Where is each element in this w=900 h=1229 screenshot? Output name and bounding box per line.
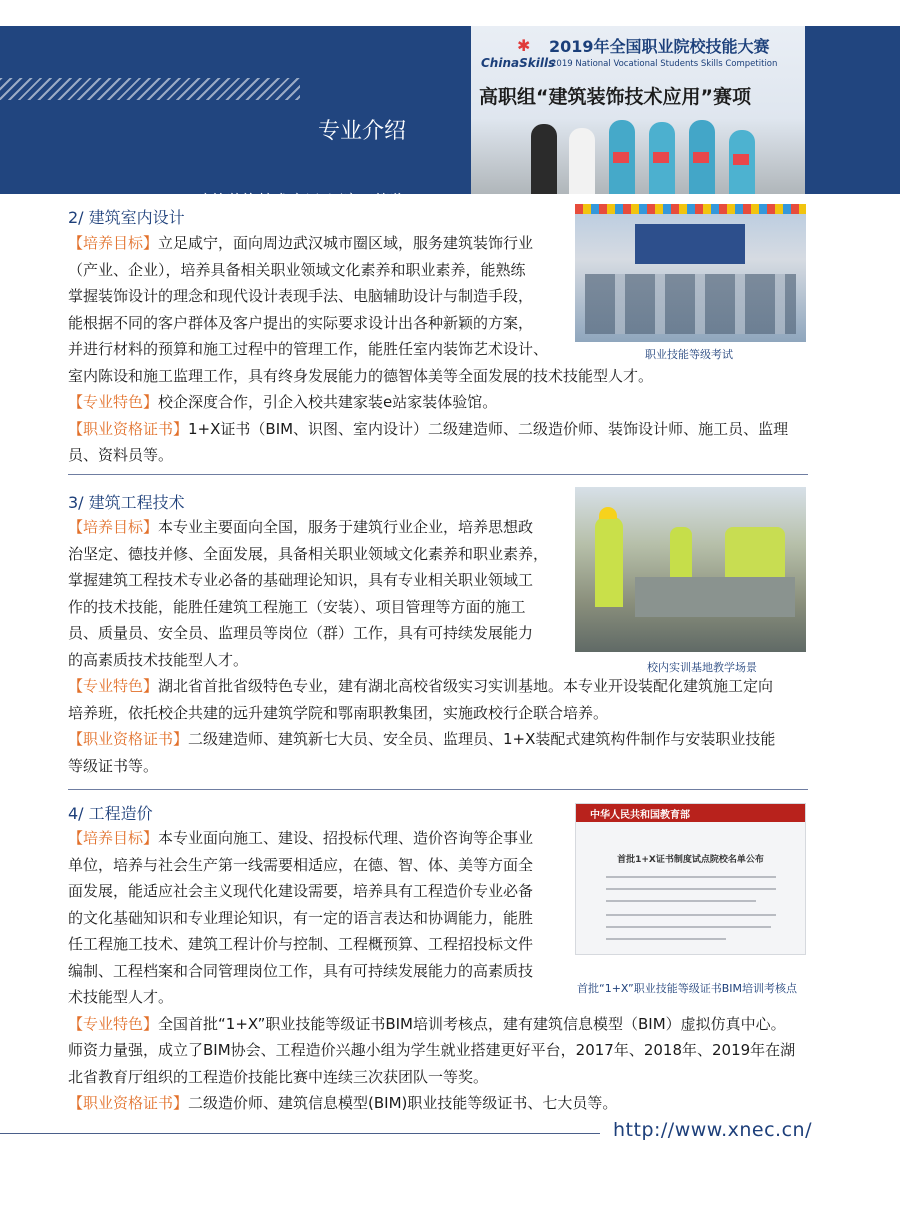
body-line: 作的技术技能，能胜任建筑工程施工（安装）、项目管理等方面的施工: [68, 597, 526, 616]
tag-label: 【培养目标】: [68, 234, 159, 252]
tag-label: 【职业资格证书】: [68, 419, 189, 438]
competition-track: 高职组“建筑装饰技术应用”赛项: [479, 86, 751, 108]
tag-label: 【职业资格证书】: [68, 1094, 189, 1112]
website-link[interactable]: http://www.xnec.cn/: [613, 1119, 812, 1141]
body-line: 员、资料员等。: [68, 446, 174, 464]
body-line: 室内陈设和施工监理工作，具有终身发展能力的德智体美等全面发展的技术技能型人才。: [68, 366, 654, 385]
body-line: 【培养目标】本专业主要面向全国，服务于建筑行业企业，培养思想政: [68, 518, 534, 536]
tag-label: 【专业特色】: [68, 677, 159, 695]
body-line: 等级证书等。: [68, 756, 159, 775]
body-line: 【职业资格证书】二级造价师、建筑信息模型(BIM)职业技能等级证书、七大员等。: [68, 1094, 618, 1112]
body-line: 面发展，能适应社会主义现代化建设需要，培养具有工程造价专业必备: [68, 882, 534, 900]
section-divider: [68, 474, 808, 475]
photo-caption: 校内实训基地教学场景: [647, 661, 757, 674]
section-heading-construction: 3/ 建筑工程技术: [68, 493, 185, 512]
body-line: 治坚定、德技并修、全面发展，具备相关职业领域文化素养和职业素养，: [68, 544, 549, 563]
training-site-photo: [575, 487, 806, 652]
section-heading-cost: 4/ 工程造价: [68, 804, 153, 823]
body-line: 【培养目标】本专业面向施工、建设、招投标代理、造价咨询等企事业: [68, 829, 534, 847]
moe-site-name: 中华人民共和国教育部: [590, 810, 690, 821]
body-line: 【专业特色】全国首批“1+X”职业技能等级证书BIM培训考核点，建有建筑信息模型（BIM）虚拟仿真中心。: [68, 1014, 786, 1033]
moe-header-bar: [576, 804, 805, 822]
page-title: 专业介绍: [318, 119, 407, 144]
tag-label: 【专业特色】: [68, 1014, 159, 1033]
decorative-stripes: [0, 78, 300, 100]
body-line: 的高素质技术技能型人才。: [68, 650, 249, 669]
competition-photo: [471, 26, 805, 194]
body-line: 术技能型人才。: [68, 988, 174, 1006]
body-line: 编制、工程档案和合同管理岗位工作，具有可持续发展能力的高素质技: [68, 961, 534, 980]
body-line: （产业、企业），培养具备相关职业领域文化素养和职业素养，能熟练: [68, 260, 526, 279]
section-heading-interior-design: 2/ 建筑室内设计: [68, 208, 185, 227]
banner-subtitle: “建筑装饰技术应用”国赛三等奖: [188, 192, 406, 210]
body-line: 【职业资格证书】1+X证书（BIM、识图、室内设计）二级建造师、二级造价师、装饰设计师、施工员、监理: [68, 419, 789, 438]
footer-divider: [0, 1133, 600, 1134]
body-line: 员、质量员、安全员、监理员等岗位（群）工作，具有可持续发展能力: [68, 624, 534, 642]
chinaskills-logo: ChinaSkills: [481, 56, 556, 70]
moe-notice-screenshot: [575, 803, 806, 955]
competition-title-en: 2019 National Vocational Students Skills Competition: [551, 59, 778, 69]
body-line: 北省教育厅组织的工程造价技能比赛中连续三次获团队一等奖。: [68, 1067, 489, 1086]
body-line: 【培养目标】立足咸宁，面向周边武汉城市圈区域，服务建筑装饰行业: [68, 234, 534, 252]
body-line: 【专业特色】湖北省首批省级特色专业，建有湖北高校省级实习实训基地。本专业开设装配化建筑施工定向: [68, 677, 774, 695]
body-line: 【职业资格证书】二级建造师、建筑新七大员、安全员、监理员、1+X装配式建筑构件制作与安装职业技能: [68, 730, 776, 748]
exam-room-photo: [575, 204, 806, 342]
tag-label: 【培养目标】: [68, 518, 159, 536]
section-divider: [68, 789, 808, 790]
photo-caption: 首批“1+X”职业技能等级证书BIM培训考核点: [577, 982, 797, 995]
moe-headline: 首批1+X证书制度试点院校名单公布: [617, 855, 764, 865]
body-line: 任工程施工技术、建筑工程计价与控制、工程概预算、工程招投标文件: [68, 935, 534, 953]
chinaskills-logo-icon: ✱: [517, 36, 529, 55]
body-line: 培养班，依托校企共建的远升建筑学院和鄂南职教集团，实施政校行企联合培养。: [68, 703, 609, 722]
body-line: 掌握装饰设计的理念和现代设计表现手法、电脑辅助设计与制造手段，: [68, 287, 534, 305]
tag-label: 【培养目标】: [68, 829, 159, 847]
body-line: 单位，培养与社会生产第一线需要相适应，在德、智、体、美等方面全: [68, 855, 534, 874]
body-line: 【专业特色】校企深度合作，引企入校共建家装e站家装体验馆。: [68, 393, 498, 411]
competition-title: 2019年全国职业院校技能大赛: [549, 37, 770, 56]
body-line: 的文化基础知识和专业理论知识，有一定的语言表达和协调能力，能胜: [68, 908, 534, 927]
tag-label: 【专业特色】: [68, 393, 159, 411]
body-line: 师资力量强，成立了BIM协会、工程造价兴趣小组为学生就业搭建更好平台，2017年、2018年、2019年在湖: [68, 1041, 796, 1059]
body-line: 掌握建筑工程技术专业必备的基础理论知识，具有专业相关职业领域工: [68, 571, 534, 589]
tag-label: 【职业资格证书】: [68, 730, 189, 748]
photo-caption: 职业技能等级考试: [645, 348, 733, 361]
body-line: 能根据不同的客户群体及客户提出的实际要求设计出各种新颖的方案，: [68, 313, 534, 332]
body-line: 并进行材料的预算和施工过程中的管理工作，能胜任室内装饰艺术设计、: [68, 340, 549, 358]
award-winners-group: [521, 116, 771, 194]
